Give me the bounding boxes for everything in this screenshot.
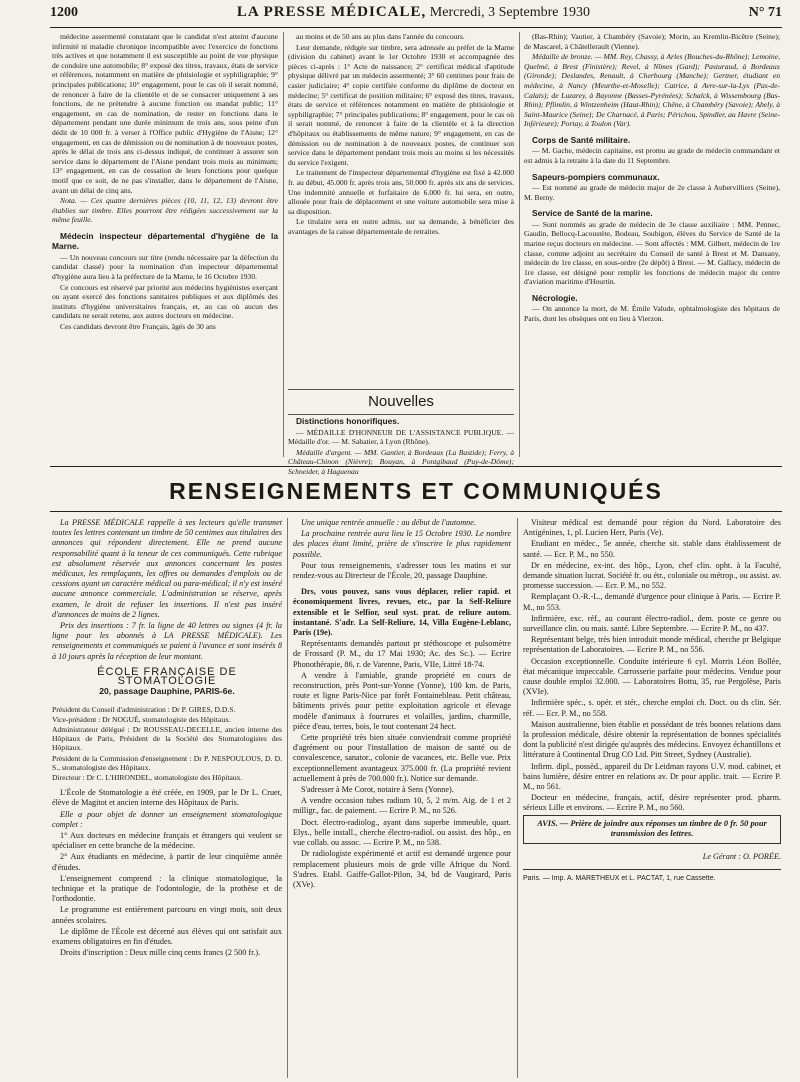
paragraph: médecine assermenté constatant que le candidat n'est atteint d'aucune infirmité ni maladie chronique incompatible avec l'exercice de fonctions très actives et que notamment il est susceptible au point de vue physique de conduire une automobile; 8° exposé des titres, travaux, états de service et références, notamment en matière de phtisiologie et syphiligraphie; 9° principales publications; 10° engagement, pour le cas où il serait nommé, de renoncer à faire de la clientèle et de se consacrer uniquement à ses fonctions, de ne prétendre à aucune fonction ou mandat public; 11° engagement, en cas de nomination, de rester en fonctions dans le département pendant une durée minimum de trois ans, sous peine d'un dédit de 10 000 fr. à verser à l'Office public d'Hygiène de l'Aisne; 12° engagement, en cas de démission ou de nomination à de nouveaux postes, après le délai de trois ans ci-dessus indiqué, de continuer à assurer son service dans le département de l'Aisne pendant trois mois au minimum; 13° engagement, en cas de cessation de leurs fonctions pour quelque motif que ce soit, de ne pas s'installer, dans le département de l'Aisne, avant un délai de cinq ans. (52, 32, 278, 195)
paragraph: Le traitement de l'inspecteur départemental d'hygiène est fixé à 42.000 fr. au début, 45.000 fr. après trois ans, 50.000 fr. après six ans de services. Une indemnité annuelle et forfaitaire de 6.000 fr. lui sera, en outre, allouée pour frais de déplacement et une voiture automobile sera mise à sa disposition. (288, 168, 514, 216)
nouvelles-heading: Nouvelles (288, 389, 514, 415)
top-column-2b (288, 416, 514, 476)
gerant-line: Le Gérant : O. PORÉE. (702, 851, 781, 861)
bottom-column-2 (293, 518, 511, 1078)
paragraph: Le titulaire sera en outre admis, sur sa demande, à bénéficier des avantages de la caisse départementale de retraites. (288, 217, 514, 236)
classified-ad: Dr en médecine, ex-int. des hôp., Lyon, chef clin. opht. à la Faculté, demande situation lucrat. Société fr. ou étr., coloniale ou métrop., ou assist. av. promesse succession. — Ecr. P. M., no 552. (523, 560, 781, 591)
issue-number: N° 71 (748, 5, 782, 20)
paragraph: Le programme est entièrement parcouru en vingt mois, soit deux années scolaires. (52, 905, 282, 925)
column-divider (283, 32, 284, 457)
column-divider (519, 32, 520, 457)
paragraph: — Sont nommés au grade de médecin de 3e classe auxiliaire : MM. Pennec, Gaudin, Bellocq-Lacoustète, Bodeau, Soubigon, élèves du Service de Santé de la marine reçus docteurs en médecine. — Sont affectés : MM. Gilbert, médecin de 1re classe, comme adjoint au secrétaire du Conseil de santé à Brest et M. Dansany, médecin de 1re classe, en sous-ordre (2e dépôt) à Brest. — M. Gallacy, médecin de 1re classe, est désigné pour remplir les fonctions de médecin major du centre d'aviation maritime d'Hourtin. (524, 219, 780, 287)
classified-ad: Infirmière spéc., s. opér. et stér., cherche emploi ch. Doct. ou ds clin. Sér. réf. — Ecr. P. M., no 558. (523, 698, 781, 718)
classified-ad: Dr radiologiste expérimenté et actif est demandé urgence pour remplacement plusieurs mois de grde ville Afrique du Nord. S'adres. Etabl. Gaiffe-Gallot-Pilon, 34, bd de Vaugirard, Paris (XVe). (293, 849, 511, 889)
paragraph: au moins et de 50 ans au plus dans l'année du concours. (296, 32, 465, 41)
section-heading: Distinctions honorifiques. (296, 416, 400, 426)
top-column-3 (524, 32, 780, 457)
column-divider (287, 518, 288, 1078)
classified-ad: A vendre occasion tubes radium 10, 5, 2 m/m. Aig. de 1 et 2 milligr., fac. de paiement. — Ecrire P. M., no 526. (293, 796, 511, 816)
bottom-column-1 (52, 518, 282, 1078)
paragraph: Ce concours est réservé par priorité aux médecins hygiénistes exerçant ou ayant exercé des fonctions sanitaires publiques et aux diplômés des instituts d'hygiène universitaires français, et, au cas où aucun des candidats ne serait retenu, aux autres docteurs en médecine. (52, 282, 278, 321)
staff-line: Président de la Commission d'enseignement : Dr P. NESPOULOUS, D. D. S., stomatologiste des Hôpitaux. (52, 753, 282, 772)
section-heading: Sapeurs-pompiers communaux. (532, 171, 660, 182)
notice-prices: Prix des insertions : 7 fr. la ligne de 40 lettres ou signes (4 fr. la ligne pour les abonnés à LA PRESSE MÉDICALE). Les renseignements et communiqués se paient à l'avance et sont insérés 8 à 10 jours après la réception de leur montant. (52, 621, 282, 661)
section-rule (50, 511, 782, 512)
school-title: ÉCOLE FRANÇAISE DE STOMATOLOGIE (97, 665, 237, 688)
classified-ad: Doct. électro-radiolog., ayant dans superbe immeuble, quart. Elys., belle install., cherche électro-radiol. ou assist. des hôp., en vue collab. ou assoc. — Ecrire P. M., no 538. (293, 817, 511, 848)
paragraph: Pour tous renseignements, s'adresser tous les matins et sur rendez-vous au Directeur de l'École, 20, passage Dauphine. (293, 560, 511, 581)
section-rule (50, 466, 782, 467)
issue-date: Mercredi, 3 Septembre 1930 (429, 5, 590, 20)
paragraph: Ces candidats devront être Français, âgés de 30 ans (60, 322, 216, 332)
paragraph: L'École de Stomatologie a été créée, en 1909, par le Dr L. Cruet, élève de Magitot et ancien interne des Hôpitaux de Paris. (52, 788, 282, 808)
classified-ad: Maison australienne, bien établie et possédant de très bonnes relations dans la profession médicale, désire obtenir la représentation de bonnes spécialités dont la publicité n'est dirigée qu'auprès des médecins. Envoyez échantillons et littérature à Continental Drug CO Ltd. Pitt Street, Sydney (Australie). (523, 719, 781, 760)
paragraph: Cette propriété très bien située conviendrait comme propriété d'agrément ou pour l'installation de maison de santé ou de convalescence, sanator., colonie de vacances, etc. Belle vue. Prix exceptionnellement avantageux 375.000 fr. (La propriété revient actuellement à près de 700.000 fr.). Notice sur demande. (293, 733, 511, 783)
classified-ad: Infirmière, exc. réf., au courant électro-radiol., dem. poste ce genre ou surveillance clin. ou mais. santé. Libre Septembre. — Ecrire P. M., no 437. (523, 613, 781, 634)
header-rule (50, 27, 782, 28)
school-block (52, 665, 282, 697)
staff-line: Administrateur délégué : Dr ROUSSEAU-DECELLE, ancien interne des Hôpitaux de Paris, Président de la Société des Stomatologistes des Hôpitaux. (52, 725, 282, 753)
classified-ad: Infirm. dipl., possèd., appareil du Dr Leidman rayons U.V. mod. cabinet, et bains lumière, désire entrer en relations av. Dr pour applic. trait. — Ecrire P. M., no 561. (523, 761, 781, 792)
section-heading: Nécrologie. (532, 292, 578, 303)
section-heading: Médecin inspecteur départemental d'hygiène de la Marne. (52, 230, 278, 252)
top-column-2 (288, 32, 514, 387)
paragraph: Une unique rentrée annuelle : au début de l'automne. (301, 518, 476, 527)
section-heading: Corps de Santé militaire. (532, 134, 631, 145)
classified-ad: Représentant belge, très bien introduit monde médical, cherche pr Belgique représentation de Laboratoires. — Ecrire P. M., no 556. (523, 635, 781, 655)
classified-ad: Occasion exceptionnelle. Conduite intérieure 6 cyl. Morris Léon Bollée, état mécanique impeccable. Carrosserie parfaite pour médecins. Vendue pour cause double emploi 32.000. — Laboratoires Bottu, 35, rue Pergolèse, Paris (XVIe). (523, 656, 781, 697)
printer-line: Paris. — Imp. A. MARETHEUX et L. PACTAT, 1, rue Cassette. (523, 869, 781, 884)
staff-line: Président du Conseil d'administration : Dr P. GIRES, D.D.S. (52, 704, 236, 714)
paragraph: L'enseignement comprend : la clinique stomatologique, la technique et la pratique de l'odontologie, de la prothèse et de l'orthodontie. (52, 873, 282, 904)
section-heading: Service de Santé de la marine. (532, 208, 653, 219)
classified-ad: Docteur en médecine, français, actif, désire représenter prod. pharm. sérieux Lille et environs. — Ecrire P. M., no 560. (523, 793, 781, 813)
notice-intro: La PRESSE MÉDICALE rappelle à ses lecteurs qu'elle transmet toutes les lettres contenant un timbre de 50 centimes aux titulaires des annonces qui répondent directement. Elle ne prend aucune responsabilité quant à la teneur de ces communiqués. Cette rubrique est absolument réservée aux annonces concernant les postes médicaux, les remplaçants, les offres ou demandes d'emplois ou de cessions ayant un caractère médical ou para-médical; il n'y est inséré aucune annonce commerciale. L'administration se réserve, après examen, le droit de refuser les insertions. Il n'est pas inséré d'annonces de moins de 2 lignes. (52, 518, 282, 619)
paragraph: Droits d'inscription : Deux mille cinq cents francs (2 500 fr.). (60, 948, 261, 958)
paragraph: La prochaine rentrée aura lieu le 15 Octobre 1930. Le nombre des places étant limité, prière de s'inscrire le plus rapidement possible. (293, 529, 511, 559)
paragraph: — Un nouveau concours sur titre (rendu nécessaire par la défection du candidat classé) pour la nomination d'un inspecteur départemental d'hygiène aura lieu à la préfecture de la Marne, le 16 Octobre 1930. (52, 252, 278, 282)
paragraph: Le diplôme de l'École est décerné aux élèves qui ont satisfait aux examens obligatoires en fin d'études. (52, 926, 282, 947)
staff-line: Directeur : Dr C. L'HIRONDEL, stomatologiste des Hôpitaux. (52, 773, 243, 783)
paragraph: S'adresser à Me Corot, notaire à Sens (Yonne). (301, 785, 454, 795)
section-title: RENSEIGNEMENTS ET COMMUNIQUÉS (169, 478, 663, 504)
paragraph: Médaille de bronze. — MM. Rey, Chassy, à Arles (Bouches-du-Rhône); Lemoine, Quelmé, à Brest (Finistère); Revel, à Nîmes (Gard); Pasturaud, à Bordeaux (Gironde); Deslandes, Renault, à Cherbourg (Manche); Gertner, étudiant en médecine, à Nancy (Meurthe-et-Moselle); Catrice, à Avre-sur-la-Lys (Pas-de-Calais); de Luzarey, à Bayonne (Basses-Pyrénées); Schalck, à Wissembourg (Bas-Rhin); Pflimlin, à Wintzenheim (Haut-Rhin); Chêne, à Chambéry (Savoie); Abely, à Saint-Maurice (Seine); De Charnacé, à Paris; Périchou, Spindler, au Havre (Seine-Inférieure); Portay, à Toulon (Var). (524, 52, 780, 129)
page-header (50, 4, 782, 26)
paragraph: Elle a pour objet de donner un enseignement stomatologique complet : (52, 809, 282, 829)
paragraph: 2° Aux étudiants en médecine, à partir de leur cinquième année d'études. (52, 852, 282, 872)
classified-ad: Drs, vous pouvez, sans vous déplacer, relier rapid. et économiquement livres, revues, etc., par la Self-Reliure extensible et le Selfior, seul syst. prat. de reliure autom. instantané. S'adr. La Self-Reliure, 14, Villa Eugène-Leblanc, Paris (19e). (293, 587, 511, 638)
paragraph: — M. Gache, médecin capitaine, est promu au grade de médecin commandant et est admis à la retraite à la date du 11 Septembre. (524, 146, 780, 166)
column-divider (517, 518, 518, 1078)
bottom-column-3 (523, 518, 781, 1078)
top-column-1 (52, 32, 278, 457)
classified-ad: Remplaçant O.-R.-L., demandé d'urgence pour clinique à Paris. — Ecrire P. M., no 553. (523, 592, 781, 612)
journal-title (237, 4, 590, 21)
paragraph: (Bas-Rhin); Vautier, à Chambéry (Savoie); Morin, au Kremlin-Bicêtre (Seine); de Mascarel, à Châtellerault (Vienne). (524, 32, 780, 51)
avis-box: AVIS. — Prière de joindre aux réponses un timbre de 0 fr. 50 pour transmission des lettres. (523, 815, 781, 844)
paragraph: — MÉDAILLE D'HONNEUR DE L'ASSISTANCE PUBLIQUE. — Médaille d'or. — M. Sabatier, à Lyon (Rhône). (288, 427, 514, 447)
paragraph: Nota. — Ces quatre dernières pièces (10, 11, 12, 13) devront être établies sur timbre. Elles pourront être rédigées successivement sur la même feuille. (52, 196, 278, 225)
journal-name: LA PRESSE MÉDICALE, (236, 4, 427, 20)
paragraph: — Est nommé au grade de médecin major de 2e classe à Aubervilliers (Seine), M. Berny. (524, 183, 780, 202)
page-number: 1200 (50, 5, 78, 20)
staff-line: Vice-président : Dr NOGUÉ, stomatologiste des Hôpitaux. (52, 714, 231, 724)
paragraph: Médaille d'argent. — MM. Gantier, à Bordeaux (La Bastide); Ferry, à Château-Chinon (Nièvre); Bouyan, à Pontgibaud (Puy-de-Dôme); Schneider, à Haguenau (288, 447, 514, 476)
classified-ad: A vendre à l'amiable, grande propriété en cours de reconstruction, près Pont-sur-Yonne (Yonne), 100 km. de Paris, route et ligne Paris-Nice par forêt Fontainebleau. Petit château, bâtiments privés pour petite exploitation agricole et élevage modèle d'animaux à fourrures et volailles, jardins, charmille, pièce d'eau, terres, bois, le tout contenant 24 hect. (293, 670, 511, 731)
paragraph: Leur demande, rédigée sur timbre, sera adressée au préfet de la Marne (division du cabinet) avant le 1er Octobre 1930 et accompagnée des pièces ci-après : 1° Acte de naissance; 2° certificat médical d'aptitude physique délivré par un médecin assermenté; 3° 60 centimes pour frais de casier judiciaire; 4° copie certifiée conforme du diplôme de docteur en médecine; 5° certificat de position militaire; 6° exposé des titres, travaux, états de service et références notamment en matière de phtisiologie et syphiligraphie; 7° principales publications; 8° engagement, pour le cas où il serait nommé, de renoncer à faire de la clientèle et à la direction d'hôpitaux ou établissements de même nature; 9° engagement, en cas de démission ou de nomination à de nouveaux postes, de continuer son service dans le département pendant trois mois au moins si les nécessités du service l'exigent. (288, 42, 514, 167)
classified-ad: Représentants demandés partout pr stéthoscope et pulsomètre de Frossard (P. M., du 17 Mai 1930; Ac. des Sc.). — Ecrire Phonothérapie, 86, r. de Varenne, Paris, VIIe, Littré 18-74. (293, 639, 511, 669)
paragraph: 1° Aux docteurs en médecine français et étrangers qui veulent se spécialiser en cette branche de la médecine. (52, 831, 282, 851)
classified-ad: Visiteur médical est demandé pour région du Nord. Laboratoire des Antigénines, 1, pl. Lucien Herr, Paris (Ve). (523, 518, 781, 538)
school-address: 20, passage Dauphine, PARIS-6e. (99, 686, 235, 697)
paragraph: — On annonce la mort, de M. Émile Valude, ophtalmologiste des hôpitaux de Paris, dont les obsèques ont eu lieu à Vierzon. (524, 304, 780, 324)
classified-ad: Etudiant en médec., 5e année, cherche sit. stable dans établissement de santé. — Ecr. P. M., no 550. (523, 539, 781, 559)
